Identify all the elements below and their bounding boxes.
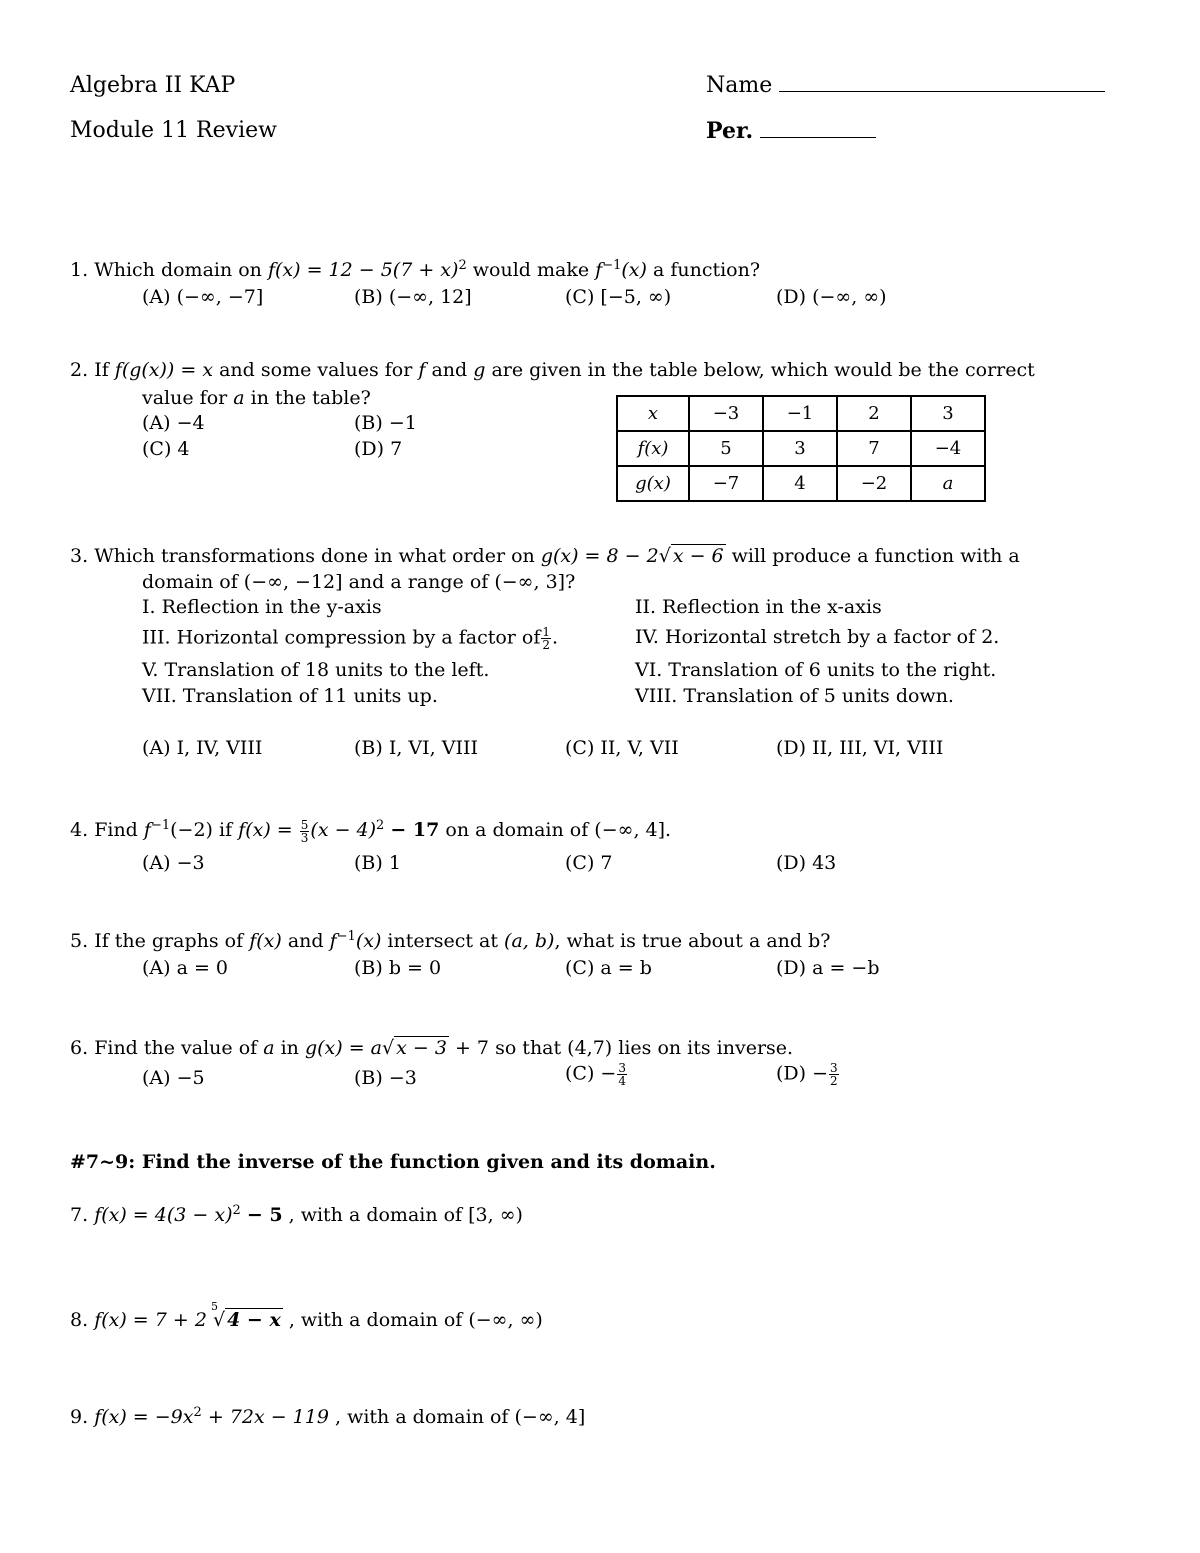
q2-expression: f(g(x)) = x <box>114 359 214 381</box>
q4-choice-c: (C) 7 <box>565 852 613 874</box>
q4-number: 4. <box>70 819 89 841</box>
q2-text-b: and some values for <box>219 359 413 381</box>
q2-f: f <box>418 359 426 381</box>
q2-line-2 <box>142 387 371 409</box>
q2-number: 2. <box>70 359 89 381</box>
q5-choice-a: (A) a = 0 <box>142 957 229 979</box>
q4-fraction-den: 3 <box>300 830 309 845</box>
name-field <box>706 73 1105 98</box>
q3-option-vi: VI. Translation of 6 units to the right. <box>635 659 997 681</box>
q7-expression-b: − 5 <box>246 1204 283 1226</box>
table-cell: −2 <box>837 466 911 501</box>
q4-inverse-exp: −1 <box>150 818 171 833</box>
q4-expression-b: (x − 4) <box>310 819 377 841</box>
q6-radicand: x − 3 <box>396 1037 447 1059</box>
q2-text-c: are given in the table below, which would be the correct <box>491 359 1035 381</box>
q1-inverse: f <box>595 259 603 281</box>
question-1 <box>70 258 760 281</box>
q4-text-b: if <box>219 819 233 841</box>
q2-g: g <box>473 359 486 381</box>
q3-option-viii: VIII. Translation of 5 units down. <box>635 685 954 707</box>
q1-choice-b: (B) (−∞, 12] <box>354 286 472 308</box>
q8-radical <box>210 1300 283 1331</box>
q9-expression-b: + 72x − 119 <box>207 1406 329 1428</box>
q4-choice-d: (D) 43 <box>776 852 837 874</box>
q6-c-num: 3 <box>618 1061 626 1075</box>
q3-choice-a: (A) I, IV, VIII <box>142 737 263 759</box>
q1-text-c: a function? <box>652 259 761 281</box>
q4-fraction-num: 5 <box>300 817 309 832</box>
period-blank <box>760 137 876 138</box>
question-6 <box>70 1037 793 1059</box>
q3-fraction <box>541 626 551 651</box>
name-blank <box>779 91 1105 92</box>
q1-choice-d: (D) (−∞, ∞) <box>776 286 887 308</box>
q6-a: a <box>263 1037 275 1059</box>
q6-text-b: so that (4,7) lies on its inverse. <box>495 1037 794 1059</box>
table-row <box>617 466 985 501</box>
q7-number: 7. <box>70 1204 89 1226</box>
table-cell: 3 <box>911 396 985 431</box>
q4-text-c: on a domain of (−∞, 4]. <box>445 819 672 841</box>
table-cell: f(x) <box>617 431 689 466</box>
table-row <box>617 431 985 466</box>
q6-choice-d-fraction <box>829 1062 839 1087</box>
q3-radicand: x − 6 <box>672 545 724 567</box>
q2-line2-a: value for <box>142 387 228 409</box>
q5-text-a: If the graphs of <box>94 930 244 952</box>
q6-choice-c <box>565 1062 628 1087</box>
q8-text: , with a domain of (−∞, ∞) <box>288 1309 543 1331</box>
table-cell: −1 <box>763 396 837 431</box>
table-cell: x <box>617 396 689 431</box>
table-cell: −3 <box>689 396 763 431</box>
q6-d-den: 2 <box>830 1074 838 1088</box>
q3-option-iii-end: . <box>552 626 559 649</box>
q4-choice-a: (A) −3 <box>142 852 205 874</box>
q1-text: Which domain on <box>94 259 262 281</box>
q3-text-a: Which transformations done in what order on <box>94 545 535 567</box>
q8-root-index: 5 <box>210 1300 218 1313</box>
table-cell: 2 <box>837 396 911 431</box>
q6-choice-d-pre: (D) − <box>776 1062 829 1085</box>
q5-number: 5. <box>70 930 89 952</box>
q1-choice-c: (C) [−5, ∞) <box>565 286 672 308</box>
module-title: Module 11 Review <box>70 118 277 143</box>
question-3 <box>70 545 1020 567</box>
q3-choice-d: (D) II, III, VI, VIII <box>776 737 944 759</box>
q1-inverse-exp: −1 <box>602 258 622 273</box>
q3-line-2: domain of (−∞, −12] and a range of (−∞, 3]? <box>142 571 576 593</box>
q2-choice-a: (A) −4 <box>142 412 205 434</box>
q3-option-i: I. Reflection in the y-axis <box>142 596 382 618</box>
values-table <box>616 395 986 502</box>
q9-text: , with a domain of (−∞, 4] <box>334 1406 586 1428</box>
table-cell: 5 <box>689 431 763 466</box>
table-cell: 4 <box>763 466 837 501</box>
q9-exponent: 2 <box>193 1405 202 1420</box>
q5-point: (a, b) <box>504 930 555 952</box>
q5-inverse-exp: −1 <box>336 929 356 944</box>
q3-option-ii: II. Reflection in the x-axis <box>635 596 882 618</box>
q5-choice-d: (D) a = −b <box>776 957 880 979</box>
q3-text-b: will produce a function with a <box>731 545 1020 567</box>
question-2 <box>70 359 1035 381</box>
question-8 <box>70 1300 543 1331</box>
q8-radical-sign: √ <box>212 1309 226 1331</box>
q7-expression: f(x) = 4(3 − x) <box>94 1204 233 1226</box>
q1-text-b: would make <box>472 259 590 281</box>
q6-c-den: 4 <box>618 1074 626 1088</box>
q6-in: in <box>280 1037 299 1059</box>
q4-expression-c: − 17 <box>390 819 440 841</box>
q3-expression: g(x) = 8 − 2√ <box>540 545 671 567</box>
course-title: Algebra II KAP <box>70 73 236 98</box>
table-cell: −7 <box>689 466 763 501</box>
q1-exponent: 2 <box>458 258 467 273</box>
q9-number: 9. <box>70 1406 89 1428</box>
q3-option-iii-text: III. Horizontal compression by a factor of <box>142 626 541 649</box>
question-5 <box>70 929 830 952</box>
name-label: Name <box>706 73 773 98</box>
period-label: Per. <box>706 118 754 144</box>
q2-and: and <box>431 359 468 381</box>
q3-option-iv: IV. Horizontal stretch by a factor of 2. <box>635 626 1000 648</box>
q9-expression: f(x) = −9x <box>94 1406 194 1428</box>
q6-d-num: 3 <box>830 1061 838 1075</box>
q6-text-a: Find the value of <box>94 1037 258 1059</box>
q4-exponent: 2 <box>376 818 385 833</box>
q5-inverse: f <box>329 930 337 952</box>
table-cell: g(x) <box>617 466 689 501</box>
q4-inverse-arg: (−2) <box>170 819 213 841</box>
table-cell: a <box>911 466 985 501</box>
q2-line2-b: in the table? <box>250 387 371 409</box>
q4-expression: f(x) = <box>238 819 293 841</box>
table-row <box>617 396 985 431</box>
q2-text-a: If <box>94 359 109 381</box>
period-field <box>706 118 876 144</box>
table-cell: 7 <box>837 431 911 466</box>
q8-radicand: 4 − x <box>227 1309 281 1331</box>
q5-choice-b: (B) b = 0 <box>354 957 442 979</box>
question-9 <box>70 1405 585 1428</box>
q4-text-a: Find <box>94 819 138 841</box>
q5-choice-c: (C) a = b <box>565 957 652 979</box>
table-cell: −4 <box>911 431 985 466</box>
q5-and: and <box>287 930 324 952</box>
q6-choice-a: (A) −5 <box>142 1067 205 1089</box>
q5-text-b: intersect at <box>387 930 498 952</box>
q1-choice-a: (A) (−∞, −7] <box>142 286 264 308</box>
q3-choice-c: (C) II, V, VII <box>565 737 679 759</box>
q6-expression-b: + 7 <box>454 1037 490 1059</box>
q2-choice-b: (B) −1 <box>354 412 417 434</box>
q3-fraction-num: 1 <box>542 625 551 639</box>
question-7 <box>70 1203 523 1226</box>
question-4 <box>70 818 671 844</box>
section-heading: #7~9: Find the inverse of the function given and its domain. <box>70 1151 716 1173</box>
q4-inverse: f <box>143 819 151 841</box>
q5-f: f(x) <box>249 930 282 952</box>
q6-choice-c-fraction <box>617 1062 627 1087</box>
q3-option-vii: VII. Translation of 11 units up. <box>142 685 438 707</box>
q6-choice-d <box>776 1062 840 1087</box>
q1-expression: f(x) = 12 − 5(7 + x) <box>267 259 459 281</box>
q3-option-v: V. Translation of 18 units to the left. <box>142 659 490 681</box>
q6-choice-c-pre: (C) − <box>565 1062 617 1085</box>
q5-text-c: , what is true about a and b? <box>554 930 831 952</box>
q2-a: a <box>233 387 245 409</box>
q7-text: , with a domain of [3, ∞) <box>288 1204 523 1226</box>
q3-option-iii <box>142 626 558 651</box>
q4-choice-b: (B) 1 <box>354 852 401 874</box>
q1-number: 1. <box>70 259 89 281</box>
q7-exponent: 2 <box>232 1203 241 1218</box>
q1-inverse-arg: (x) <box>621 259 647 281</box>
q5-inverse-arg: (x) <box>355 930 382 952</box>
q6-number: 6. <box>70 1037 89 1059</box>
q3-fraction-den: 2 <box>542 638 551 652</box>
table-cell: 3 <box>763 431 837 466</box>
q2-choice-c: (C) 4 <box>142 438 190 460</box>
q8-number: 8. <box>70 1309 89 1331</box>
q2-choice-d: (D) 7 <box>354 438 403 460</box>
q3-choice-b: (B) I, VI, VIII <box>354 737 478 759</box>
q8-expression: f(x) = 7 + 2 <box>94 1309 207 1331</box>
q4-fraction <box>300 819 310 844</box>
q6-expression: g(x) = a√ <box>304 1037 395 1059</box>
q3-number: 3. <box>70 545 89 567</box>
q6-choice-b: (B) −3 <box>354 1067 417 1089</box>
